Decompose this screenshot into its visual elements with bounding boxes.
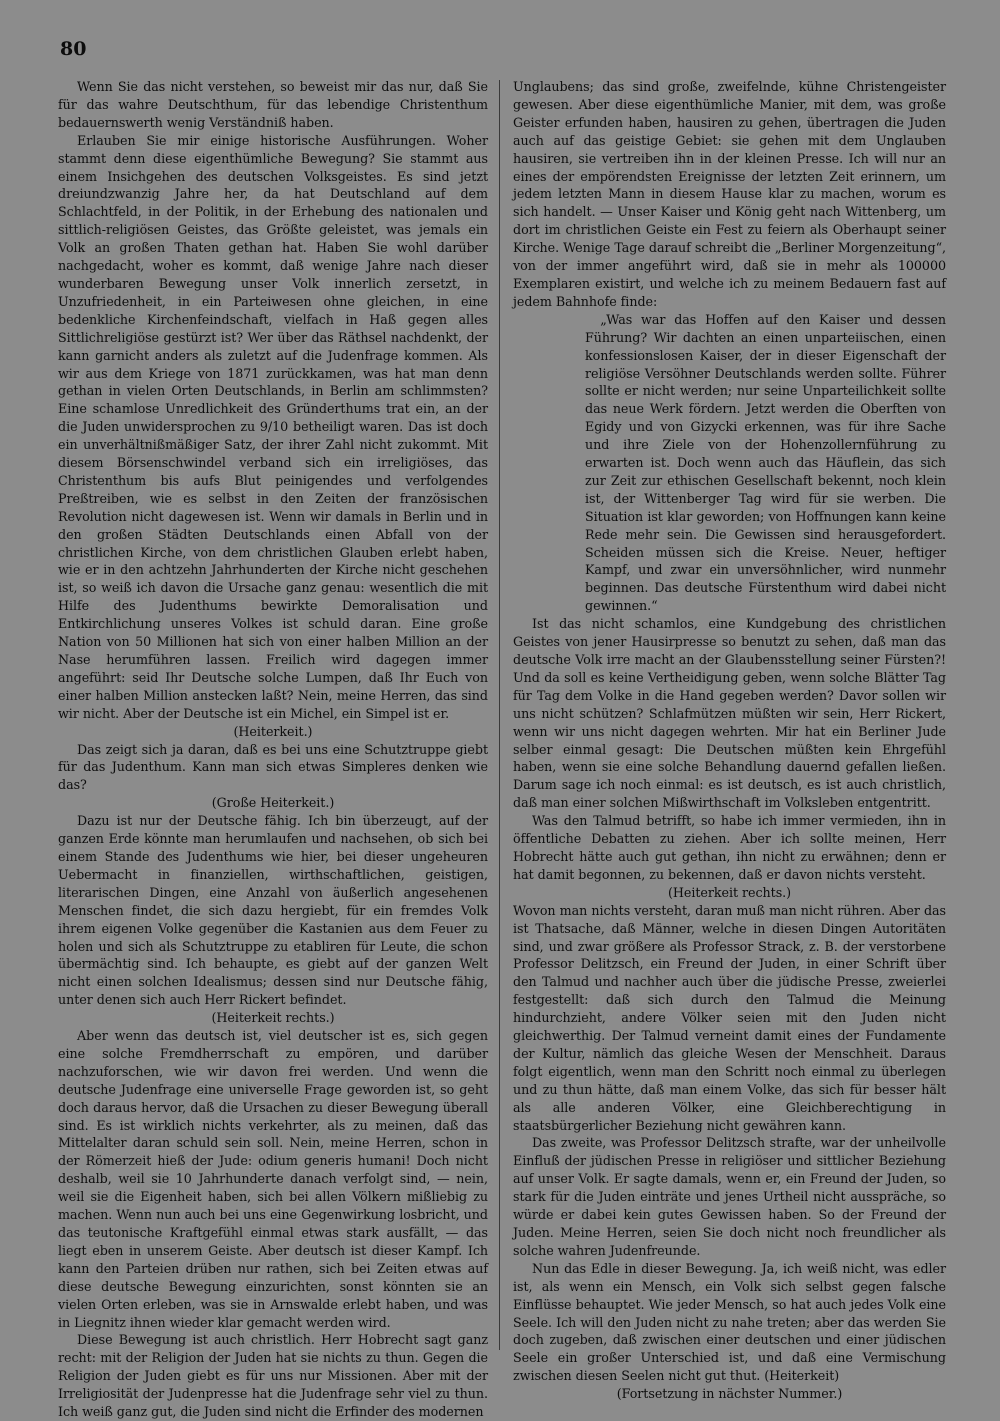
stage-direction: (Heiterkeit.) [233, 723, 313, 739]
left-text-column [58, 78, 488, 1421]
paragraph: Aber wenn das deutsch ist, viel deutscher ist es, sich gegen eine solche Fremdherrschaft zu empören, und darüber nachzuforschen, wie wir davon frei werden. Und wenn die deutsche Judenfrage eine universelle Frage geworden ist, so geht doch daraus hervor, daß die Ursachen zu dieser Bewegung überall sind. Es ist wirklich nichts verkehrter, als zu meinen, daß das Mittelalter daran schuld sein soll. Nein, meine Herren, schon in der Römerzeit hieß der Jude: odium generis humani! Doch nicht deshalb, weil sie 10 Jahrhunderte danach verfolgt sind, — nein, weil sie die Eigenheit haben, sich bei allen Völkern mißliebig zu machen. Wenn nun auch bei uns eine Gegenwirkung losbricht, und das teutonische Kraftgefühl einmal etwas stark ausfällt, — das liegt eben in unserem Geiste. Aber deutsch ist dieser Kampf. Ich kann den Parteien drüben nur rathen, sich bei Zeiten etwas auf diese deutsche Bewegung einzurichten, sonst könnten sie an vielen Orten erleben, was sie in Arnswalde erlebt haben, und was in Liegnitz ihnen wieder klar gemacht werden wird. [58, 1028, 488, 1330]
paragraph: Wenn Sie das nicht verstehen, so beweist mir das nur, daß Sie für das wahre Deutschthum, für das lebendige Christenthum bedauernswerth wenig Verständniß haben. [58, 79, 488, 130]
paragraph: Dazu ist nur der Deutsche fähig. Ich bin überzeugt, auf der ganzen Erde könnte man herumlaufen und nachsehen, ob sich bei einem Stande des Judenthums wie hier, bei dieser ungeheuren Uebermacht in finanziellen, wirthschaftlichen, geistigen, literarischen Dingen, eine Anzahl von äußerlich angesehenen Menschen findet, die sich dazu hergiebt, für ein fremdes Volk ihrem eigenen Volke gegenüber die Kastanien aus dem Feuer zu holen und sich als Schutztruppe zu etabliren für Leute, die schon übermächtig sind. Ich behaupte, es giebt auf der ganzen Welt nicht einen solchen Idealismus; dessen sind nur Deutsche fähig, unter denen sich auch Herr Rickert befindet. [58, 813, 488, 1008]
paragraph: Erlauben Sie mir einige historische Ausführungen. Woher stammt denn diese eigenthümliche Bewegung? Sie stammt aus einem Insichgehen des deutschen Volksgeistes. Es sind jetzt dreiundzwanzig Jahre her, da hat Deutschland auf dem Schlachtfeld, in der Politik, in der Erhebung des nationalen und sittlich-religiösen Geistes, das Größte geleistet, was jemals ein Volk an großen Thaten gethan hat. Haben Sie wohl darüber nachgedacht, woher es kommt, daß wenige Jahre nach dieser wunderbaren Bewegung unser Volk innerlich zersetzt, in Unzufriedenheit, in ein Parteiwesen ohne gleichen, in eine bedenkliche Kirchenfeindschaft, vielfach in Haß gegen alles Sittlichreligiöse gestürzt ist? Wer über das Räthsel nachdenkt, der kann garnicht anders als zuletzt auf die Judenfrage kommen. Als wir aus dem Kriege von 1871 zurückkamen, was hat man denn gethan in vielen Orten Deutschlands, in Berlin am schlimmsten? Eine schamlose Unredlichkeit des Gründerthums trat ein, an der die Juden unwidersprochen zu 9/10 betheiligt waren. Das ist doch ein unverhältnißmäßiger Satz, der ihrer Zahl nicht zukommt. Mit diesem Börsenschwindel verband sich ein irreligiöses, das Christenthum bis aufs Blut peinigendes und verfolgendes Preßtreiben, wie es selbst in den Zeiten der französischen Revolution nicht dagewesen ist. Wenn wir damals in Berlin und in den großen Städten Deutschlands einen Abfall von der christlichen Kirche, von dem christlichen Glauben erlebt haben, wie er in den achtzehn Jahrhunderten der Kirche nicht geschehen ist, so weiß ich davon die Ursache ganz genau: wesentlich die mit Hilfe des Judenthums bewirkte Demoralisation und Entkirchlichung unseres Volkes ist schuld daran. Eine große Nation von 50 Millionen hat sich von einer halben Million an der Nase herumführen lassen. Freilich wird dagegen immer angeführt: seid Ihr Deutsche solche Lumpen, daß Ihr Euch von einer halben Million anstecken laßt? Nein, meine Herren, das sind wir nicht. Aber der Deutsche ist ein Michel, ein Simpel ist er. [58, 132, 488, 721]
right-text-column [513, 78, 946, 1403]
stage-direction: (Heiterkeit rechts.) [667, 884, 792, 900]
stage-direction: (Große Heiterkeit.) [211, 795, 335, 811]
paragraph: Nun das Edle in dieser Bewegung. Ja, ich weiß nicht, was edler ist, als wenn ein Mensch, ein Volk sich selbst gegen falsche Einflüsse behauptet. Wie jeder Mensch, so hat auch jedes Volk eine Seele. Ich will den Juden nicht zu nahe treten; aber das werden Sie doch zugeben, daß zwischen einer deutschen und einer jüdischen Seele ein großer Unterschied ist, und daß eine Vermischung zwischen diesen Seelen nicht gut thut. (Heiterkeit) [513, 1260, 946, 1384]
stage-direction: (Fortsetzung in nächster Nummer.) [616, 1386, 843, 1402]
paragraph: Diese Bewegung ist auch christlich. Herr Hobrecht sagt ganz recht: mit der Religion der Juden hat sie nichts zu thun. Gegen die Religion der Juden giebt es für uns nur Missionen. Aber mit der Irreligiosität der Judenpresse hat die Judenfrage sehr viel zu thun. Ich weiß ganz gut, die Juden sind nicht die Erfinder des modernen [58, 1332, 488, 1420]
paragraph: Das zeigt sich ja daran, daß es bei uns eine Schutztruppe giebt für das Judenthum. Kann man sich etwas Simpleres denken wie das? [58, 741, 488, 793]
paragraph: Das zweite, was Professor Delitzsch strafte, war der unheilvolle Einfluß der jüdischen Presse in religiöser und sittlicher Beziehung auf unser Volk. Er sagte damals, wenn er, ein Freund der Juden, so stark für die Juden einträte und jenes Urtheil nicht ausspräche, so würde er dabei kein gutes Gewissen haben. So der Freund der Juden. Meine Herren, seien Sie doch nicht noch freundlicher als solche wahren Judenfreunde. [513, 1135, 946, 1258]
paragraph: Unglaubens; das sind große, zweifelnde, kühne Christengeister gewesen. Aber diese eigenthümliche Manier, mit dem, was große Geister erfunden haben, hausiren zu gehen, übertragen die Juden auch auf das geistige Gebiet: sie gehen mit dem Unglauben hausiren, sie vertreiben ihn in der kleinen Presse. Ich will nur an eines der empörendsten Ereignisse der letzten Zeit erinnern, um jedem letzten Mann in diesem Hause klar zu machen, worum es sich handelt. — Unser Kaiser und König geht nach Wittenberg, um dort im christlichen Geiste ein Fest zu feiern als Oberhaupt seiner Kirche. Wenige Tage darauf schreibt die „Berliner Morgenzeitung“, von der immer angeführt wird, daß sie in mehr als 100000 Exemplaren existirt, und welche ich zu meinem Bedauern fast auf jedem Bahnhofe finde: [513, 79, 946, 309]
paragraph: Wovon man nichts versteht, daran muß man nicht rühren. Aber das ist Thatsache, daß Männer, welche in diesen Dingen Autoritäten sind, und zwar größere als Professor Strack, z. B. der verstorbene Professor Delitzsch, ein Freund der Juden, in einer Schrift über den Talmud und nachher auch über die jüdische Presse, zweierlei festgestellt: daß sich durch den Talmud die Meinung hindurchzieht, andere Völker seien mit den Juden nicht gleichwerthig. Der Talmud verneint damit eines der Fundamente der Kultur, nämlich das gleiche Wesen der Menschheit. Daraus folgt eigentlich, wenn man den Schritt noch einmal zu überlegen und zu thun hätte, daß man einem Volke, das sich für besser hält als alle anderen Völker, eine Gleichberechtigung in staatsbürgerlicher Beziehung nicht gewähren kann. [513, 902, 946, 1133]
page-number: 80 [60, 38, 87, 60]
column-divider [499, 80, 500, 1350]
paragraph: Ist das nicht schamlos, eine Kundgebung des christlichen Geistes von jener Hausirpresse so benutzt zu sehen, daß man das deutsche Volk irre macht an der Glaubensstellung seiner Fürsten?! Und da soll es keine Vertheidigung geben, wenn solche Blätter Tag für Tag dem Volke in die Hand gegeben werden? Davor sollen wir uns nicht schützen? Schlafmützen müßten wir sein, Herr Rickert, wenn wir uns nicht dagegen wehrten. Mir hat ein Berliner Jude selber einmal gesagt: Die Deutschen müßten kein Ehrgefühl haben, wenn sie eine solche Behandlung dauernd gefallen ließen. Darum sage ich noch einmal: es ist deutsch, es ist auch christlich, daß man einer solchen Mißwirthschaft im Volksleben entgentritt. [513, 616, 946, 811]
paragraph: Was den Talmud betrifft, so habe ich immer vermieden, ihn in öffentliche Debatten zu ziehen. Aber ich sollte meinen, Herr Hobrecht hätte auch gut gethan, ihn nicht zu erwähnen; denn er hat damit begonnen, zu bekennen, daß er davon nichts versteht. [513, 813, 946, 882]
block-quote: „Was war das Hoffen auf den Kaiser und dessen Führung? Wir dachten an einen unparteiischen, einen konfessionslosen Kaiser, der in dieser Eigenschaft der religiöse Versöhner Deutschlands werden sollte. Führer sollte er nicht werden; nur seine Unparteilichkeit sollte das neue Werk fördern. Jetzt werden die Oberften von Egidy und von Gizycki erkennen, was für ihre Sache und ihre Ziele von der Hohenzollernführung zu erwarten ist. Doch wenn auch das Häuflein, das sich zur Zeit zur ethischen Gesellschaft bekennt, noch klein ist, der Wittenberger Tag wird für sie werben. Die Situation ist klar geworden; von Hoffnungen kann keine Rede mehr sein. Die Gewissen sind herausgefordert. Scheiden müssen sich die Kreise. Neuer, heftiger Kampf, und zwar ein unversöhnlicher, wird nunmehr beginnen. Das deutsche Fürstenthum wird dabei nicht gewinnen.“ [585, 311, 946, 614]
stage-direction: (Heiterkeit rechts.) [211, 1010, 335, 1026]
